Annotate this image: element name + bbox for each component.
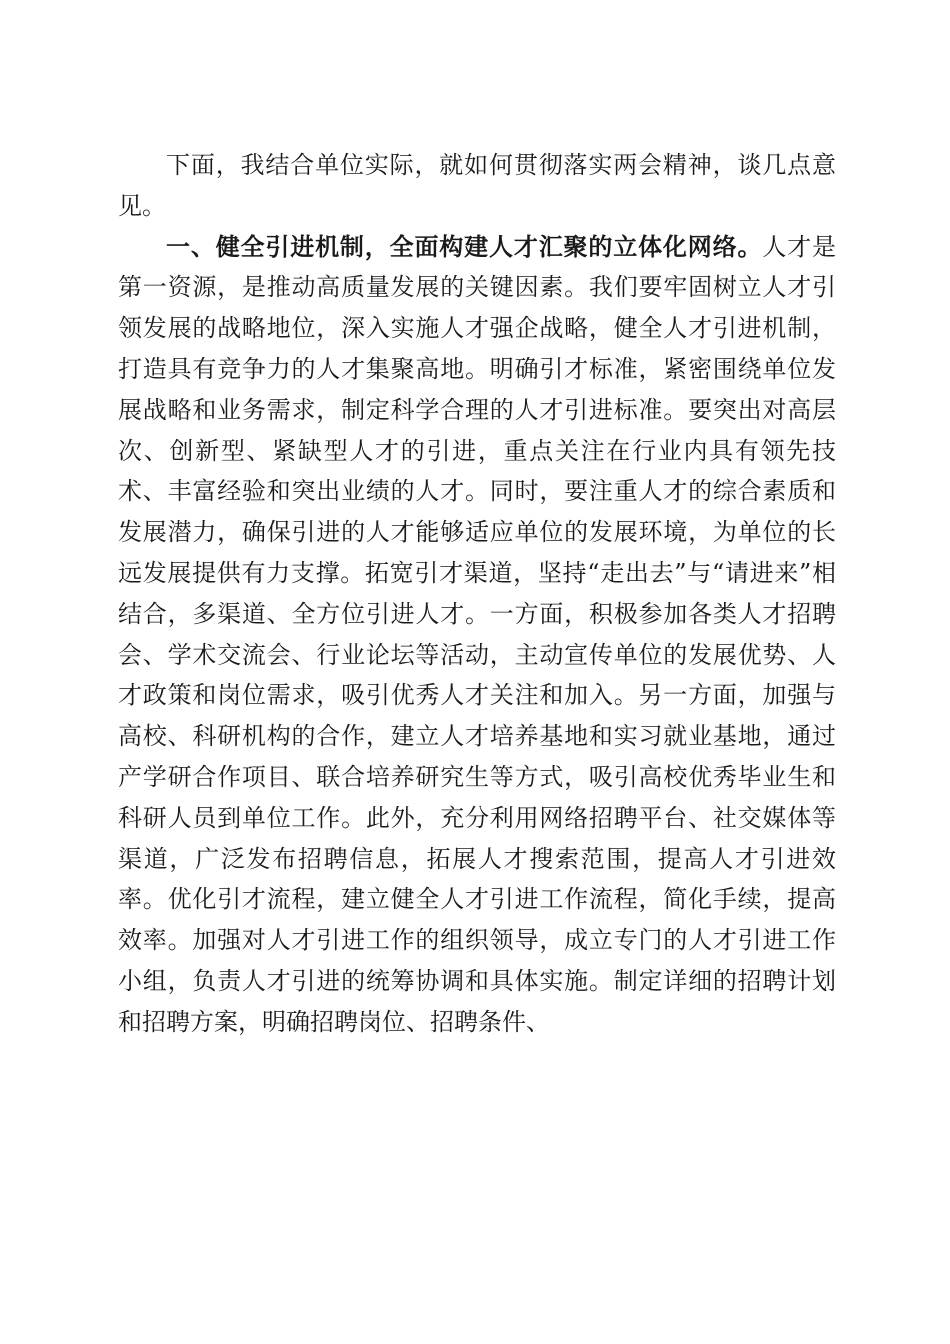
- section-one-body-text: 人才是第一资源，是推动高质量发展的关键因素。我们要牢固树立人才引领发展的战略地位，深入实施人才强企战略，健全人才引进机制，打造具有竞争力的人才集聚高地。明确引才标准，紧密围绕单位发展战略和业务需求，制定科学合理的人才引进标准。要突出对高层次、创新型、紧缺型人才的引进，重点关注在行业内具有领先技术、丰富经验和突出业绩的人才。同时，要注重人才的综合素质和发展潜力，确保引进的人才能够适应单位的发展环境，为单位的长远发展提供有力支撑。拓宽引才渠道，坚持“走出去”与“请进来”相结合，多渠道、全方位引进人才。一方面，积极参加各类人才招聘会、学术交流会、行业论坛等活动，主动宣传单位的发展优势、人才政策和岗位需求，吸引优秀人才关注和加入。另一方面，加强与高校、科研机构的合作，建立人才培养基地和实习就业基地，通过产学研合作项目、联合培养研究生等方式，吸引高校优秀毕业生和科研人员到单位工作。此外，充分利用网络招聘平台、社交媒体等渠道，广泛发布招聘信息，拓展人才搜索范围，提高人才引进效率。优化引才流程，建立健全人才引进工作流程，简化手续，提高效率。加强对人才引进工作的组织领导，成立专门的人才引进工作小组，负责人才引进的统筹协调和具体实施。制定详细的招聘计划和招聘方案，明确招聘岗位、招聘条件、: [118, 232, 837, 1036]
- paragraph-section-one: [118, 227, 836, 1043]
- section-one-heading: 一、健全引进机制，全面构建人才汇聚的立体化网络。: [166, 232, 763, 261]
- document-body: [118, 145, 836, 1043]
- paragraph-intro-text: 下面，我结合单位实际，就如何贯彻落实两会精神，谈几点意见。: [118, 151, 836, 220]
- paragraph-intro: [118, 145, 836, 227]
